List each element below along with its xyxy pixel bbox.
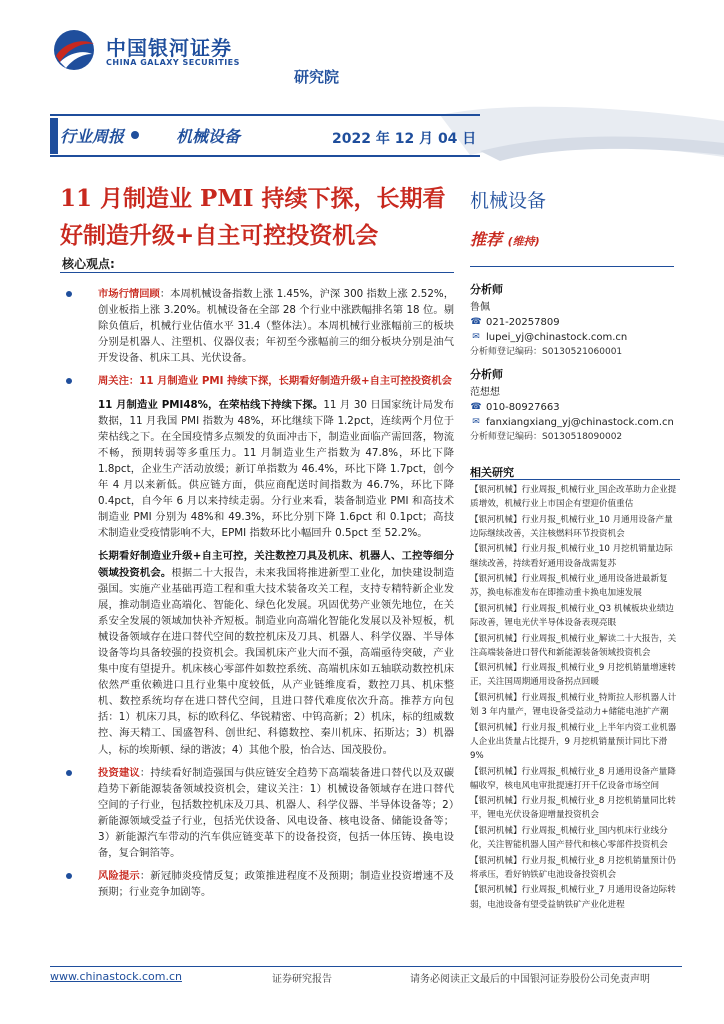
report-title: 11 月制造业 PMI 持续下探，长期看好制造升级+自主可控投资机会 <box>60 185 446 249</box>
paragraph-lead: 投资建议 <box>98 766 140 779</box>
related-research-item[interactable]: 【银河机械】行业周报_机械行业_Q3 机械板块业绩边际改善，锂电光伏半导体设备表现亮眼 <box>470 603 675 629</box>
footer-rule <box>50 966 682 967</box>
related-research-item[interactable]: 【银河机械】行业月报_机械行业_上半年内资工业机器人企业出货量占比提升，9 月挖机销量预计同比下滑 9% <box>470 722 677 762</box>
paragraph-text: 根据二十大报告，未来我国将推进新型工业化，加快建设制造强国。实施产业基础再造工程和重大技术装备攻关工程，支持专精特新企业发展，推动制造业高端化、智能化、绿色化发展。巩固优势产业领先地位，在关系安全发展的领域加快补齐短板。制造业向高端化智能化发展以及补短板，机械设备领域存在进口替代空间的数控机床及刀具、机器人、科学仪器、半导体设备等均具备较强的投资机会。我国机床产业大而不强，高端亟待突破，产业集中度有望提升。机床核心零部件如数控系统、高端机床如五轴联动数控机床依然严重依赖进口且行业集中度较低，从产业链维度看，数控刀具、机床整机、数控系统均存在进口替代空间，且进口替代难度依次升高。推荐方向包括：1）机床刀具，标的欧科亿、华锐精密、中钨高新；2）机床，标的纽威数控、海天精工、国盛智科、创世纪、科德数控、秦川机床、拓斯达；3）机器人，标的埃斯顿、绿的谐波；4）其他个股，怡合达、国茂股份。 <box>98 566 455 756</box>
related-research-item[interactable]: 【银河机械】行业周报_机械行业_9 月挖机销量增速转正，关注国周期通用设备拐点回暖 <box>470 663 676 688</box>
related-research-item[interactable]: 【银河机械】行业月报_机械行业_10 月通用设备产量边际继续改善，关注核燃料环节投资机会 <box>470 514 673 539</box>
analyst-reg-code: 分析师登记编码：S0130518090002 <box>470 432 623 442</box>
analyst-name: 范想想 <box>470 387 500 398</box>
related-research-item[interactable]: 【银河机械】行业月报_机械行业_10 月挖机销量边际继续改善，持续看好通用设备战需复苏 <box>470 544 673 569</box>
rating-label: 推荐 <box>470 230 503 249</box>
body-column <box>58 286 454 907</box>
bullet-icon <box>66 378 72 384</box>
report-type: 行业周报 <box>60 127 125 146</box>
report-date: 2022 年 12 月 04 日 <box>332 131 477 147</box>
paragraph-lead: 长期看好制造业升级+自主可控，关注数控刀具及机床、机器人、工控等细分领域投资机会。 <box>98 550 454 579</box>
analyst-heading: 分析师 <box>470 283 503 296</box>
rating <box>470 227 540 250</box>
institute-label: 研究院 <box>294 68 340 86</box>
analyst-heading: 分析师 <box>470 368 503 381</box>
phone-icon: ☎ <box>470 317 482 327</box>
related-research-item[interactable]: 【银河机械】行业月报_机械行业_8 月挖机销量预计仍将承压，看好钠铁矿电池设备投资机会 <box>470 855 676 880</box>
body-paragraph <box>58 286 454 366</box>
logo-text-en: CHINA GALAXY SECURITIES <box>106 58 240 67</box>
footer-website-link[interactable]: www.chinastock.com.cn <box>50 970 182 983</box>
related-research-item[interactable]: 【银河机械】行业月报_机械行业_8 月挖机销量同比转平，锂电光伏设备迎增量投资机会 <box>470 796 676 821</box>
related-research-item[interactable]: 【银河机械】行业周报_机械行业_解读二十大报告，关注高端装备进口替代和新能源装备领域投资机会 <box>470 633 677 658</box>
footer-disclaimer: 请务必阅读正文最后的中国银河证券股份公司免责声明 <box>410 974 650 985</box>
header-rule-top <box>50 114 480 116</box>
analyst-name: 鲁佩 <box>470 302 490 313</box>
related-research-title: 相关研究 <box>470 466 514 479</box>
body-paragraph <box>58 397 454 542</box>
paragraph-lead: 周关注：11 月制造业 PMI 持续下探，长期看好制造升级+自主可控投资机会 <box>98 375 452 388</box>
paragraph-lead: 11 月制造业 PMI48%，在荣枯线下持续下探。 <box>98 398 324 411</box>
paragraph-text: ：本周机械设备指数上涨 1.45%，沪深 300 指数上涨 2.52%，创业板指上涨 3.20%。机械设备在全部 28 个行业中涨跌幅排名第 18 位。剔除负值后，机械行业估值水平 31.4（整体法）。本周机械行业涨幅前三的板块分别是机器人、注塑机、仪器仪表；年初至今涨幅前三的细分板块分别是油气开发设备、机床工具、光伏设备。 <box>98 288 455 365</box>
logo-text-cn: 中国银河证券 <box>106 36 232 60</box>
paragraph-lead: 市场行情回顾 <box>98 288 160 300</box>
phone-icon: ☎ <box>470 402 482 412</box>
header-accent-bar <box>50 118 58 154</box>
related-research-item[interactable]: 【银河机械】行业周报_机械行业_7 月通用设备边际转弱，电池设备有望受益钠铁矿产业化进程 <box>470 885 676 910</box>
footer-doc-type: 证券研究报告 <box>272 974 332 985</box>
analyst-phone-row <box>470 315 680 330</box>
core-rule <box>60 272 454 273</box>
analyst-email[interactable]: fanxiangxiang_yj@chinastock.com.cn <box>486 417 674 428</box>
email-icon: ✉ <box>472 417 480 427</box>
analyst-phone: 010-80927663 <box>486 402 560 413</box>
body-paragraph <box>58 868 454 900</box>
related-research-list <box>470 483 680 913</box>
bullet-icon <box>66 770 72 776</box>
analyst-phone-row <box>470 400 680 415</box>
body-paragraph <box>58 765 454 862</box>
analyst-phone: 021-20257809 <box>486 317 560 328</box>
paragraph-text: ：持续看好制造强国与供应链安全趋势下高端装备进口替代以及双碳趋势下新能源装备领域投资机会，建议关注：1）机械设备领域存在进口替代空间的子行业，包括数控机床及刀具、机器人、科学仪器、半导体设备等；2）新能源领域受益子行业，包括光伏设备、风电设备、核电设备、储能设备等；3）新能源汽车带动的汽车供应链变革下的设备投资，包括一体压铸、换电设备，复合铜箔等。 <box>98 766 455 860</box>
paragraph-lead: 风险提示 <box>98 870 140 883</box>
analyst-email-row <box>470 415 680 430</box>
analyst-email[interactable]: lupei_yj@chinastock.com.cn <box>486 332 628 343</box>
body-paragraph <box>58 373 454 389</box>
analyst-email-row <box>470 330 680 345</box>
analyst-reg-code: 分析师登记编码：S0130521060001 <box>470 347 623 357</box>
analyst-card-2 <box>470 366 680 444</box>
related-research-item[interactable]: 【银河机械】行业周报_机械行业_8 月通用设备产量降幅收窄，核电风电审批提速打开千亿设备市场空间 <box>470 766 676 791</box>
related-research-item[interactable]: 【银河机械】行业周报_机械行业_国内机床行业线分化，关注智能机器人国产替代和核心零部件投资机会 <box>470 825 668 851</box>
body-paragraph <box>58 548 454 757</box>
rating-sub: (维持) <box>507 235 540 248</box>
related-research-item[interactable]: 【银河机械】行业周报_机械行业_国企改革助力企业提质增效，机械行业上市国企有望迎价值重估 <box>470 485 677 510</box>
sidebar-rule <box>470 266 674 267</box>
logo <box>50 28 340 86</box>
related-research-item[interactable]: 【银河机械】行业周报_机械行业_特斯拉人形机器人计划 3 年内量产，锂电设备受益动力+储能电池扩产潮 <box>470 692 677 718</box>
separator-dot-icon <box>131 131 139 139</box>
paragraph-text: ：新冠肺炎疫情反复；政策推进程度不及预期；制造业投资增速不及预期；行业竞争加剧等。 <box>98 870 455 899</box>
header-rule-bottom <box>50 155 480 157</box>
related-rule <box>470 479 680 480</box>
analyst-card-1 <box>470 281 680 359</box>
paragraph-text: 11 月 30 日国家统计局发布数据，11 月我国 PMI 指数为 48%，环比继续下降 1.2pct，连续两个月位于荣枯线之下。在全国疫情多点频发的负面冲击下，制造业面临产需回落，物流不畅，预期转弱等多重压力。11 月制造业生产指数为 47.8%，环比下降 1.8pct，企业生产活动放缓；新订单指数为 46.4%，环比下降 1.7pct，创今年 4 月以来新低。供应链方面，供应商配送时间指数为 46.7%，环比下降 0.4pct，自今年 6 月以来持续走弱。分行业来看，装备制造业 PMI 和高技术制造业 PMI 分别为 48%和 49.3%，环比分别下降 1.6pct 和 0.1pct；高技术制造业受疫情影响不大，EPMI 指数环比小幅回升 0.5pct 至 52.2%。 <box>98 398 454 540</box>
related-research-item[interactable]: 【银河机械】行业周报_机械行业_通用设备进最新复苏，换电标准发布在即推动重卡换电加速发展 <box>470 574 668 599</box>
sidebar-industry: 机械设备 <box>470 190 547 212</box>
bullet-icon <box>66 873 72 879</box>
galaxy-logo-icon <box>50 28 98 72</box>
email-icon: ✉ <box>472 332 480 342</box>
report-industry: 机械设备 <box>176 127 241 146</box>
bullet-icon <box>66 291 72 297</box>
core-view-label: 核心观点: <box>62 257 115 271</box>
